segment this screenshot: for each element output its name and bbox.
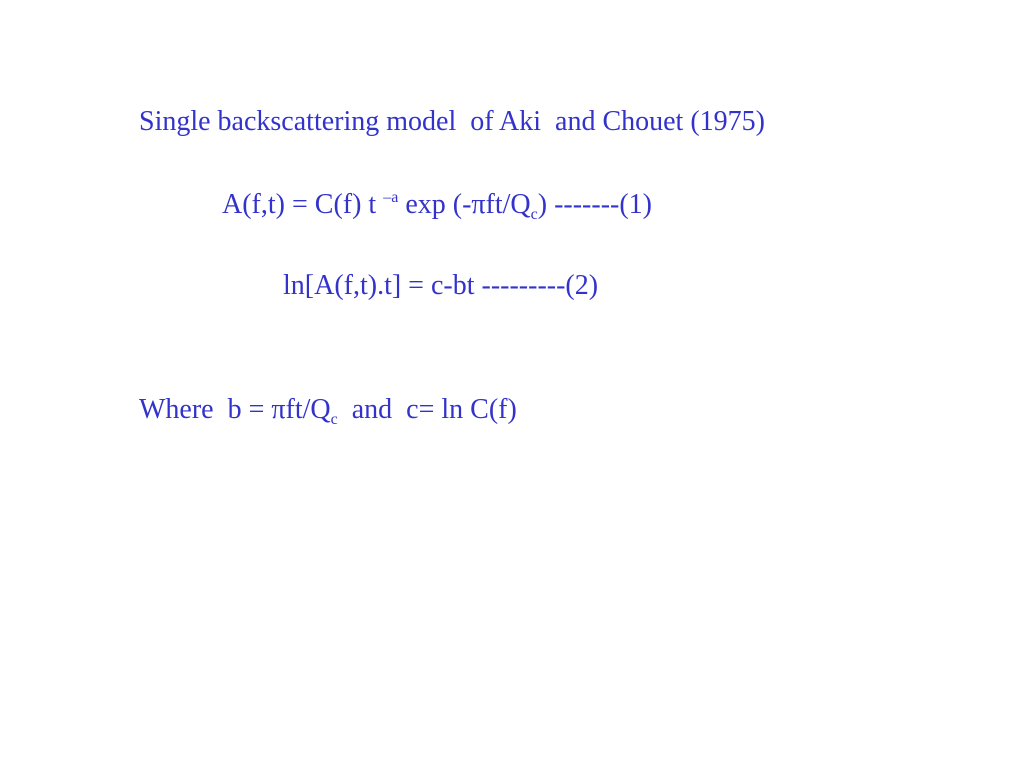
- definition-prefix: Where b = πft/Q: [139, 394, 331, 425]
- definition-suffix: and c= ln C(f): [337, 394, 517, 425]
- equation-1-middle: exp (-πft/Q: [398, 189, 531, 220]
- equation-1-exponent: –a: [383, 189, 399, 206]
- equation-1: [222, 189, 652, 223]
- equation-1-subscript: c: [530, 206, 538, 223]
- equation-1-suffix: ) -------(1): [537, 189, 652, 220]
- definition-line: [139, 394, 517, 428]
- slide-title: Single backscattering model of Aki and Chouet (1975): [139, 106, 765, 137]
- equation-1-prefix: A(f,t) = C(f) t: [222, 189, 384, 220]
- definition-subscript: c: [330, 411, 338, 428]
- equation-2: ln[A(f,t).t] = c-bt ---------(2): [283, 270, 599, 301]
